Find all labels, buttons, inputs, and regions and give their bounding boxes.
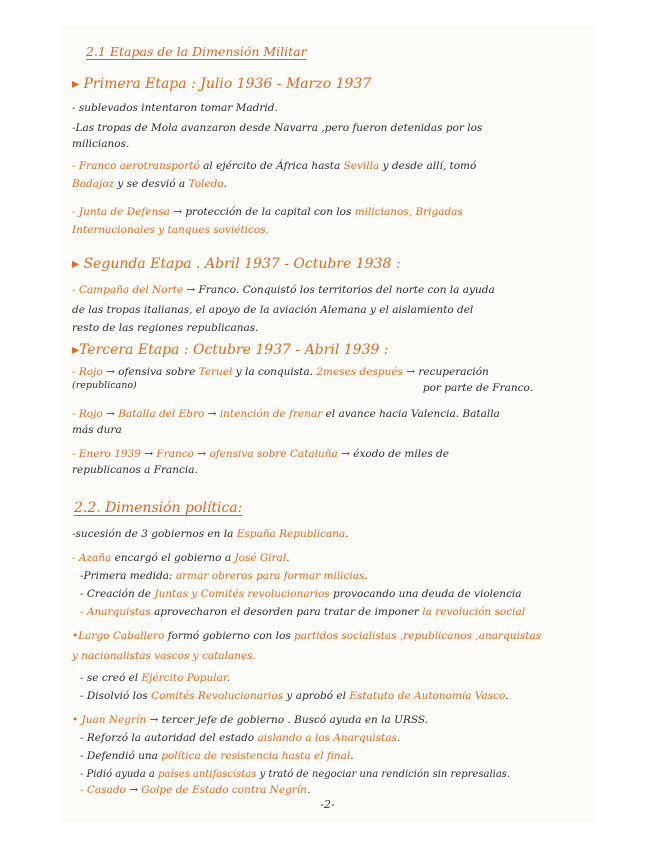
text-line <box>80 768 585 781</box>
text: → <box>140 448 157 460</box>
highlight: España Republicana <box>236 528 346 540</box>
highlight: Teruel <box>198 366 233 378</box>
highlight: Ejército Popular <box>141 672 227 684</box>
highlight: - Azaña <box>72 552 112 564</box>
highlight: - Franco aerotransportó <box>72 160 200 172</box>
text: provocando una deuda de violencia <box>329 588 522 600</box>
text: → <box>193 448 210 460</box>
text: formó gobierno con los <box>164 630 295 642</box>
text-line: republicanos a Francia. <box>72 464 198 476</box>
text-line <box>72 552 585 565</box>
highlight: Batalla del Ebro <box>118 408 205 420</box>
highlight: Juntas y Comités revolucionarios <box>154 588 330 600</box>
text-line <box>72 206 585 219</box>
text: - se creó el <box>80 672 142 684</box>
highlight: - Rojo <box>72 366 103 378</box>
highlight: Badajoz <box>72 178 115 190</box>
text: y la conquista. <box>232 366 317 378</box>
text: . <box>226 672 231 684</box>
text-line <box>80 606 585 619</box>
text: y aprobó el <box>283 690 350 702</box>
heading-primera-etapa: ▸ Primera Etapa : Julio 1936 - Marzo 1937 <box>72 76 372 92</box>
highlight: países antifascistas <box>158 769 257 780</box>
text-line <box>80 750 585 763</box>
highlight: milicianos, Brigadas <box>354 206 463 218</box>
text-line <box>72 448 585 461</box>
text-line <box>72 408 585 421</box>
highlight: Comités Revolucionarios <box>151 690 284 702</box>
text-line: resto de las regiones republicanas. <box>72 322 259 334</box>
text: → <box>102 408 119 420</box>
text: . <box>306 784 311 796</box>
text-line <box>72 714 585 727</box>
text: . <box>223 178 227 190</box>
text-line <box>72 284 585 297</box>
highlight: Estatuto de Autonomía Vasco <box>349 690 506 702</box>
text: - Creación de <box>80 588 155 600</box>
highlight: partidos socialistas ,republicanos ,anarquistas <box>294 630 542 642</box>
highlight: aislando a los Anarquistas <box>257 732 397 744</box>
section-title-military: 2.1 Etapas de la Dimensión Militar <box>86 44 307 59</box>
highlight: ofensiva sobre Cataluña <box>209 448 338 460</box>
text-line <box>80 732 585 745</box>
highlight: la revolución social <box>422 606 526 618</box>
highlight: •Largo Caballero <box>72 630 165 642</box>
text: y trató de negociar una rendición sin represalias. <box>256 769 511 780</box>
highlight: - Casado <box>80 784 126 796</box>
text: el avance hacia Valencia. Batalla <box>322 408 500 420</box>
text-line: por parte de Franco. <box>422 382 533 394</box>
highlight: Sevilla <box>343 160 380 172</box>
highlight: - Rojo <box>72 408 103 420</box>
text-line <box>72 630 585 643</box>
text: - Defendió una <box>80 750 162 762</box>
text: . <box>345 528 349 540</box>
text-line <box>72 178 585 191</box>
text-line: - sublevados intentaron tomar Madrid. <box>72 102 278 114</box>
text-line <box>72 160 585 173</box>
heading-segunda-etapa: ▸ Segunda Etapa . Abril 1937 - Octubre 1938 : <box>72 256 401 272</box>
text: - Reforzó la autoridad del estado <box>80 732 258 744</box>
text: → Franco. Conquistó los territorios del norte con la ayuda <box>183 284 495 296</box>
text: -sucesión de 3 gobiernos en la <box>72 528 237 540</box>
section-title-political: 2.2. Dimensión política: <box>74 500 243 516</box>
text: al ejército de África hasta <box>199 160 344 172</box>
highlight: - Anarquistas <box>80 606 151 618</box>
highlight: - Campaña del Norte <box>72 284 184 296</box>
text: . <box>286 552 290 564</box>
text: → ofensiva sobre <box>102 366 199 378</box>
text-line <box>72 366 585 379</box>
text-line <box>80 690 585 703</box>
text: y desde allí, tomó <box>379 160 477 172</box>
text-line: Internacionales y tanques soviéticos. <box>72 224 269 236</box>
highlight: política de resistencia hasta el final <box>161 750 351 762</box>
highlight: Toledo <box>188 178 224 190</box>
highlight: Golpe de Estado contra Negrín <box>141 784 307 796</box>
text-line: -Las tropas de Mola avanzaron desde Navarra ,pero fueron detenidas por los <box>72 122 483 134</box>
text-line <box>80 570 585 583</box>
highlight: - Junta de Defensa <box>72 206 170 218</box>
heading-tercera-etapa: ▸Tercera Etapa : Octubre 1937 - Abril 1939 : <box>72 342 389 358</box>
text: encargó el gobierno a <box>111 552 235 564</box>
text: → <box>204 408 220 420</box>
text-line <box>72 528 585 541</box>
highlight: armar obreros para formar milicias <box>175 570 365 582</box>
text: y se desvió a <box>114 178 189 190</box>
text-line: de las tropas italianas, el apoyo de la aviación Alemana y el aislamiento del <box>72 304 474 316</box>
text: -Primera medida: <box>80 570 176 582</box>
highlight: • Juan Negrín <box>72 714 147 726</box>
text: . <box>350 750 354 762</box>
text-line: milicianos. <box>72 138 130 150</box>
text: aprovecharon el desorden para tratar de imponer <box>150 606 423 618</box>
highlight: 2meses después <box>316 366 403 378</box>
text-line <box>80 672 585 685</box>
text: → éxodo de miles de <box>337 448 449 460</box>
text: . <box>396 732 401 744</box>
highlight: José Giral <box>234 552 287 564</box>
text-line <box>80 588 585 601</box>
text: . <box>364 570 368 582</box>
text-line: y nacionalistas vascos y catalanes. <box>72 650 256 662</box>
text-line: (republicano) <box>72 380 137 391</box>
text: - Pidió ayuda a <box>80 769 159 780</box>
text: → <box>125 784 142 796</box>
text: - Disolvió los <box>80 690 152 702</box>
text: → tercer jefe de gobierno . Buscó ayuda en la URSS. <box>146 714 429 726</box>
highlight: Franco <box>156 448 194 460</box>
page-number: -2- <box>320 798 335 811</box>
text-line <box>80 784 585 797</box>
highlight: intención de frenar <box>219 408 323 420</box>
highlight: - Enero 1939 <box>72 448 141 460</box>
text: → protección de la capital con los <box>169 206 355 218</box>
notebook-page <box>62 28 593 820</box>
text: → recuperación <box>402 366 489 378</box>
text: . <box>505 690 509 702</box>
text-line: más dura <box>72 424 122 436</box>
